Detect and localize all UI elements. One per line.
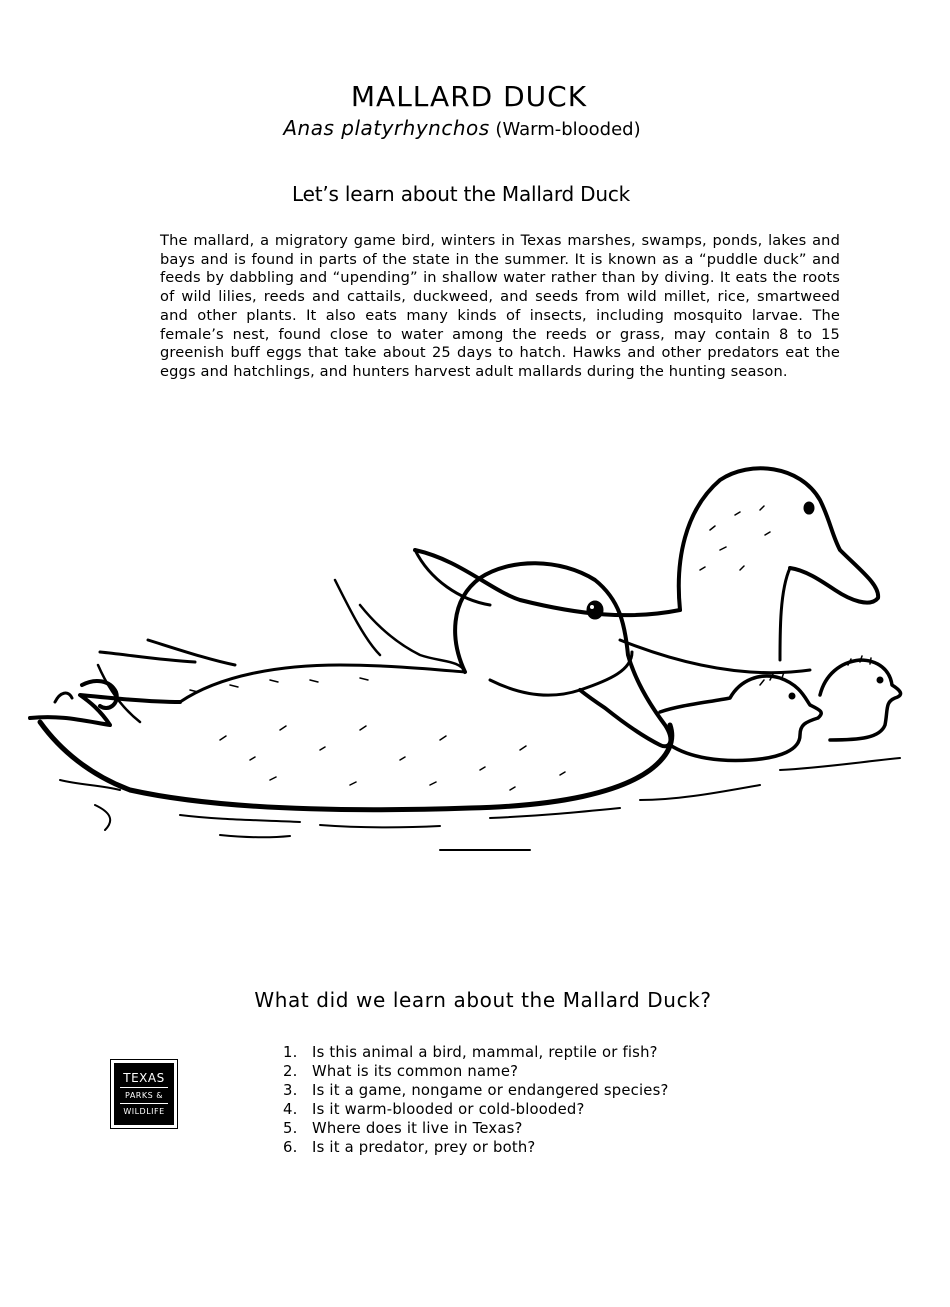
question-text: Is it a game, nongame or endangered species? bbox=[312, 1082, 669, 1100]
logo-line-texas: TEXAS bbox=[123, 1071, 165, 1085]
question-number: 1. bbox=[283, 1044, 298, 1061]
scientific-name: Anas platyrhynchos bbox=[283, 116, 490, 140]
logo-line-wildlife: WILDLIFE bbox=[123, 1107, 165, 1116]
question-number: 2. bbox=[283, 1063, 298, 1081]
quiz-heading: What did we learn about the Mallard Duck? bbox=[254, 988, 712, 1012]
page-subtitle bbox=[0, 116, 924, 140]
intro-heading: Let’s learn about the Mallard Duck bbox=[292, 182, 630, 206]
question-item bbox=[283, 1081, 669, 1100]
question-item bbox=[283, 1119, 669, 1138]
question-list bbox=[283, 1043, 669, 1158]
question-item bbox=[283, 1043, 669, 1062]
logo-divider bbox=[120, 1103, 168, 1104]
logo-box bbox=[114, 1063, 174, 1125]
classification-label: (Warm-blooded) bbox=[495, 119, 641, 140]
question-text: Is this animal a bird, mammal, reptile or fish? bbox=[312, 1044, 658, 1061]
intro-paragraph bbox=[160, 232, 840, 382]
logo-divider bbox=[120, 1087, 168, 1088]
logo-line-parks: PARKS & bbox=[125, 1091, 163, 1100]
question-text: Is it a predator, prey or both? bbox=[312, 1139, 536, 1157]
question-item bbox=[283, 1100, 669, 1119]
mallard-ducks-illustration bbox=[20, 440, 920, 880]
question-item bbox=[283, 1138, 669, 1157]
question-text: Is it warm-blooded or cold-blooded? bbox=[312, 1101, 585, 1119]
question-text: What is its common name? bbox=[312, 1063, 519, 1081]
intro-text: The mallard, a migratory game bird, winters in Texas marshes, swamps, ponds, lakes and bays and is found in parts of the state in the summer. It is known as a “puddle duck” and feeds by dabbling and “upending” in shallow water rather than by diving. It eats the roots of wild lilies, reeds and cattails, duckweed, and seeds from wild millet, rice, smartweed and other plants. It also eats many kinds of insects, including mosquito larvae. The female’s nest, found close to water among the reeds or grass, may contain 8 to 15 greenish buff eggs that take about 25 days to hatch. Hawks and other predators eat the eggs and hatchlings, and hunters harvest adult mallards during the hunting season. bbox=[160, 232, 840, 380]
question-number: 4. bbox=[283, 1101, 298, 1119]
page-title: MALLARD DUCK bbox=[350, 80, 588, 113]
question-number: 5. bbox=[283, 1120, 298, 1138]
question-item bbox=[283, 1062, 669, 1081]
question-number: 6. bbox=[283, 1139, 298, 1157]
texas-parks-wildlife-logo bbox=[110, 1059, 178, 1129]
question-number: 3. bbox=[283, 1082, 298, 1100]
question-text: Where does it live in Texas? bbox=[312, 1120, 523, 1138]
